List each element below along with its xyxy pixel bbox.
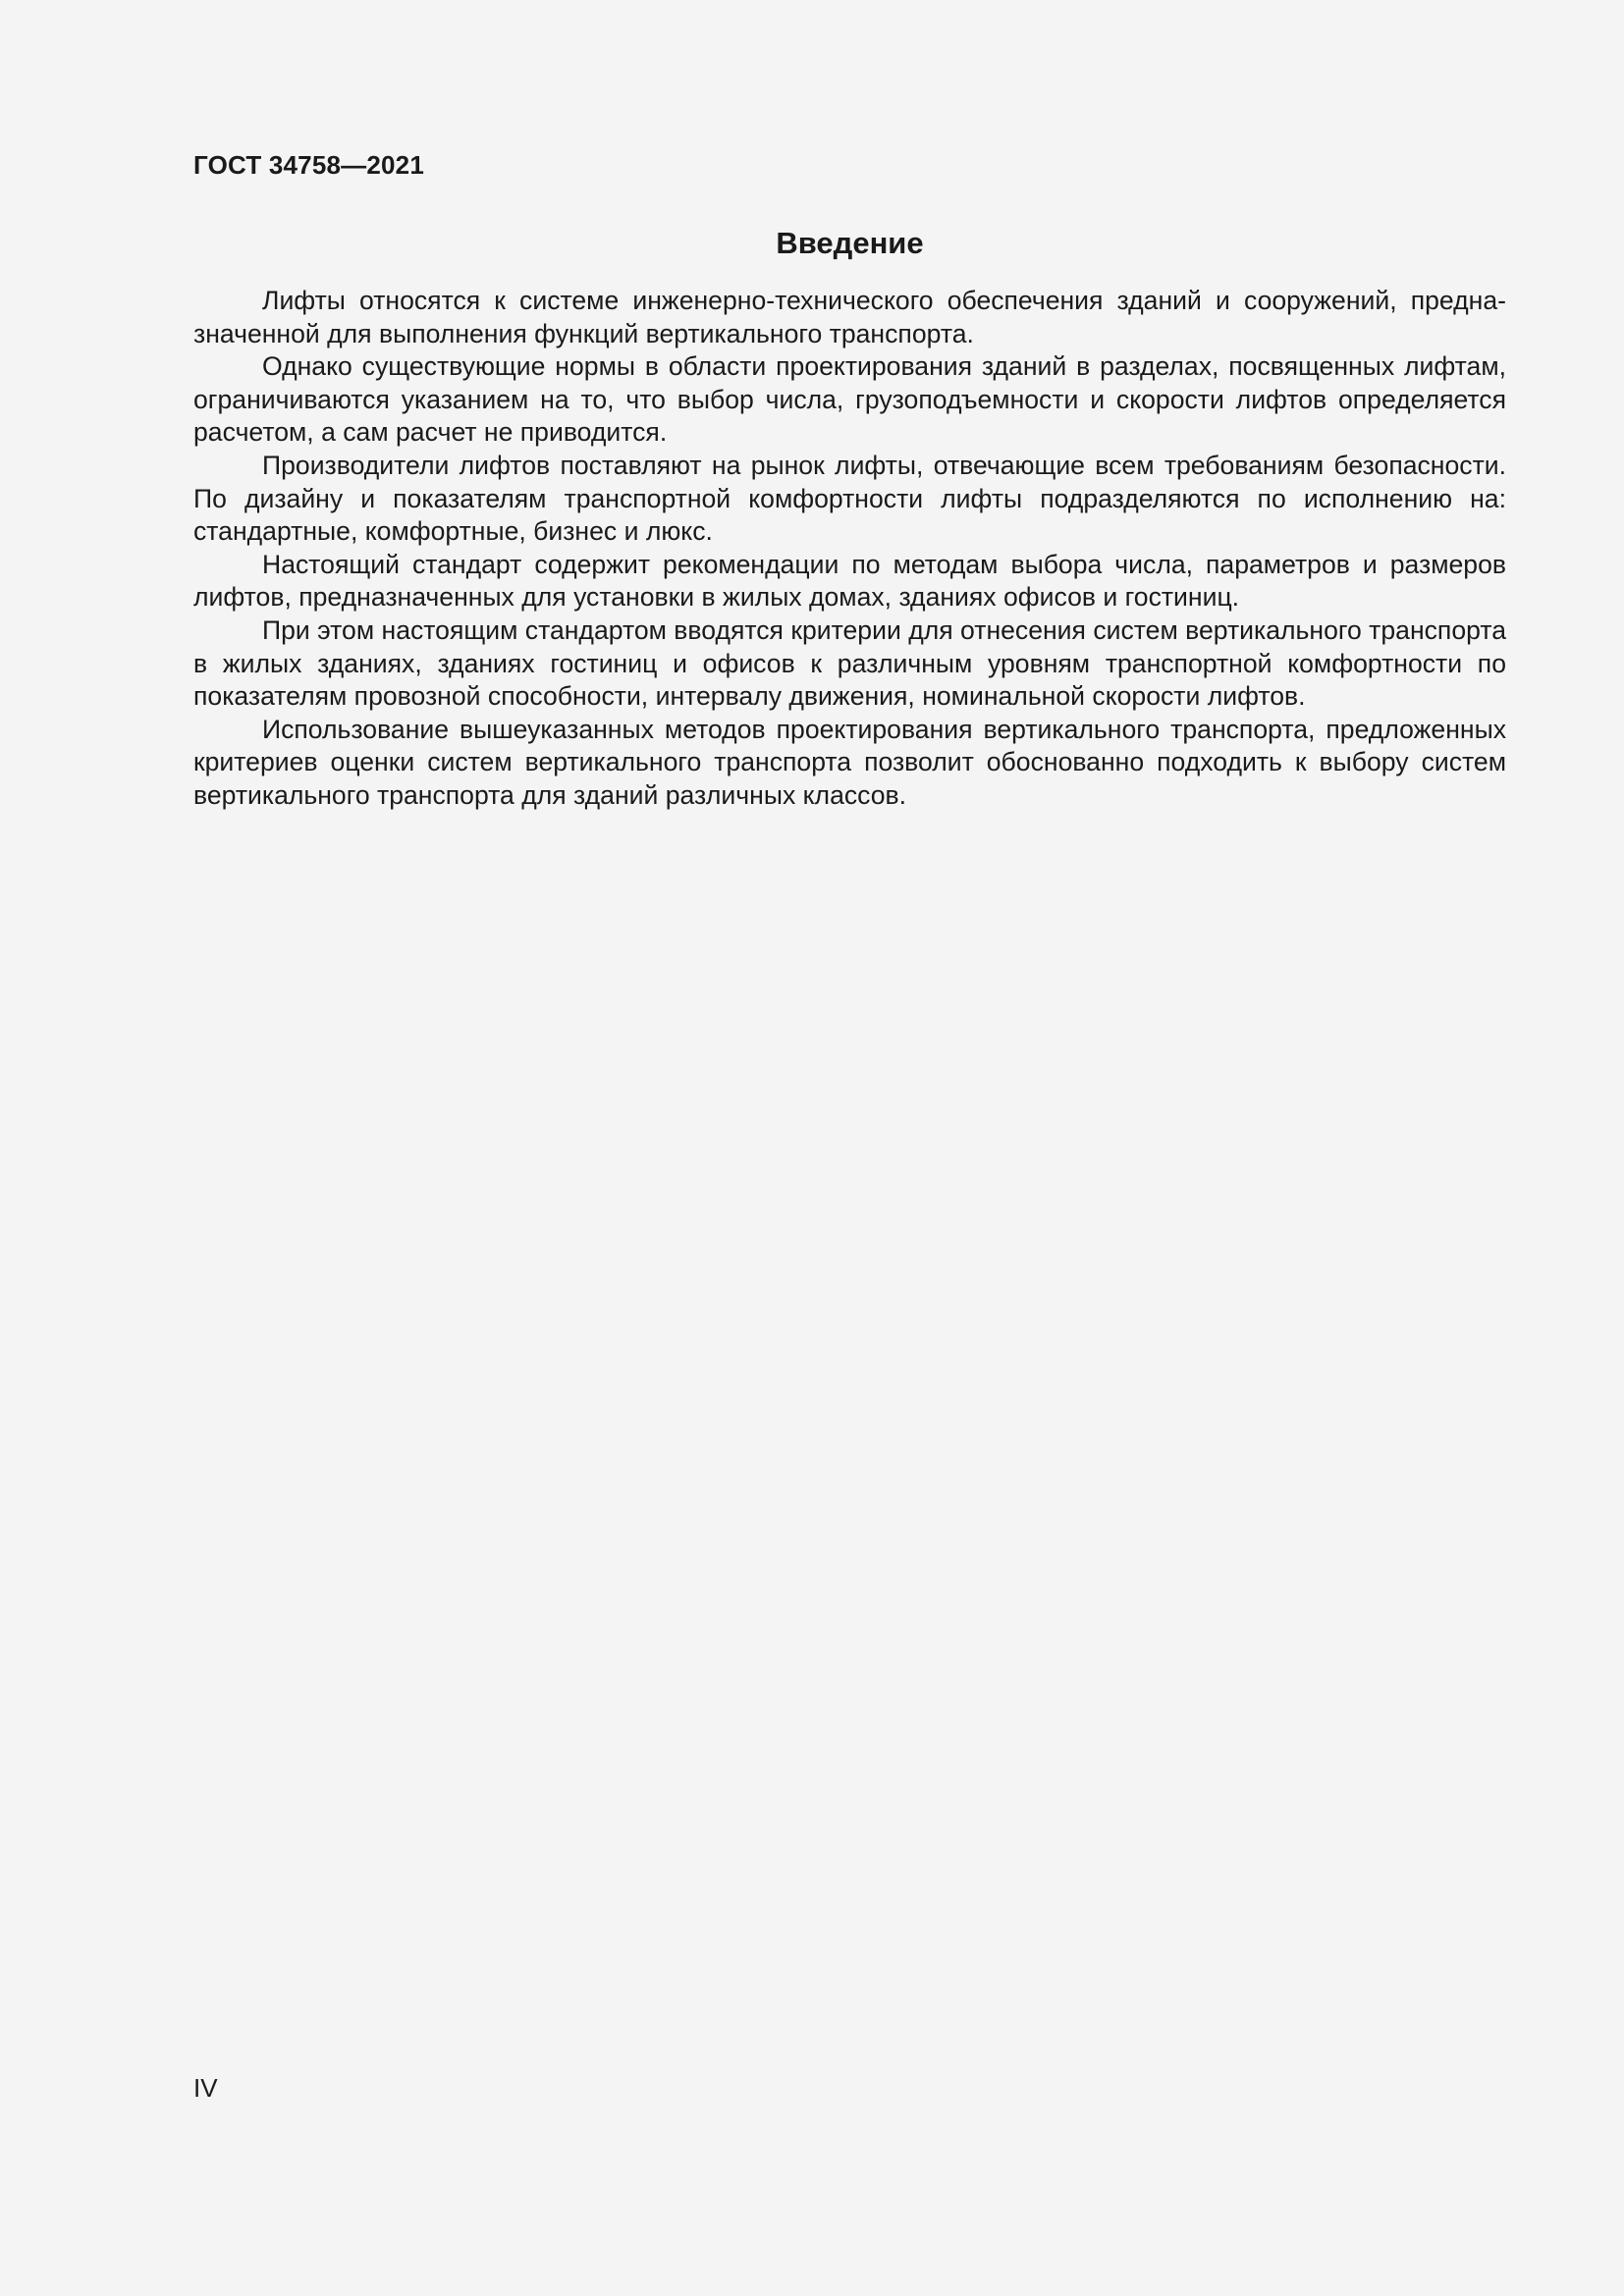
paragraph-3: Производители лифтов поставляют на рынок лифты, отвечающие всем требованиям безопасности. По дизайну и показателям транспортной комфортности лифты подразделяются по исполнению на: стандартные, комфортные, бизнес и люкс. <box>193 450 1506 547</box>
paragraph-1: Лифты относятся к системе инженерно-технического обеспечения зданий и сооружений, предназначенной для выполнения функций вертикального транспорта. <box>193 286 1506 348</box>
document-code: ГОСТ 34758—2021 <box>193 150 424 180</box>
paragraph-5: При этом настоящим стандартом вводятся критерии для отнесения систем вертикального транспорта в жилых зданиях, зданиях гостиниц и офисов к различным уровням транспортной комфортности по показателям провозной способности, интервалу движения, номинальной скорости лифтов. <box>193 614 1506 712</box>
paragraph-2: Однако существующие нормы в области проектирования зданий в разделах, посвященных лифтам, ограничиваются указанием на то, что выбор числа, грузоподъемности и скорости лифтов определяется расчетом, а сам расчет не приводится. <box>193 351 1506 448</box>
section-body <box>193 285 1506 813</box>
section-title: Введение <box>776 226 924 260</box>
page-number: IV <box>193 2073 218 2103</box>
paragraph-4: Настоящий стандарт содержит рекомендации по методам выбора числа, параметров и размеров лифтов, предназначенных для установки в жилых домах, зданиях офисов и гостиниц. <box>193 549 1506 613</box>
paragraph-6: Использование вышеуказанных методов проектирования вертикального транспорта, предложенных критериев оценки систем вертикального транспорта позволит обоснованно подходить к выбору систем вертикального транспорта для зданий различных классов. <box>193 714 1506 810</box>
